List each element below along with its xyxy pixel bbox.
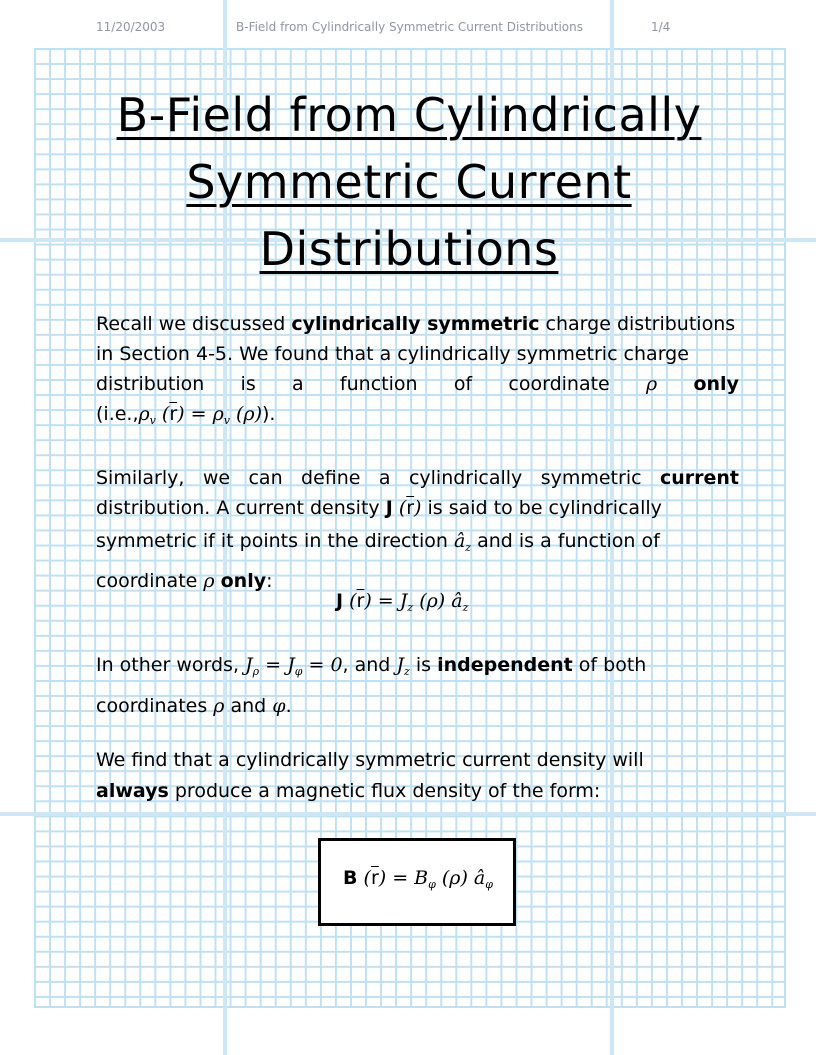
text: is	[409, 654, 438, 676]
math-expression: J $(\overline{r})$	[385, 497, 422, 519]
page-title	[34, 82, 784, 283]
paragraph-other-words	[96, 650, 739, 721]
math-expression: $J_\rho = J_\varphi = 0$	[245, 654, 343, 678]
boxed-equation	[318, 838, 516, 926]
word: a	[378, 467, 391, 489]
title-line: Symmetric Current	[186, 155, 632, 209]
word: a	[292, 373, 304, 395]
word: of	[453, 373, 473, 395]
header-title: B-Field from Cylindrically Symmetric Current Distributions	[236, 20, 583, 34]
bold-text: only	[693, 373, 739, 395]
math-expression: $â_z$	[453, 530, 472, 554]
text-line	[96, 493, 739, 523]
header-page-number: 1/4	[651, 20, 671, 34]
math-symbol: φ	[272, 695, 286, 717]
text: :	[266, 570, 273, 592]
paragraph-current-distribution	[96, 463, 739, 596]
math-expression: $J_z$	[396, 654, 410, 678]
text: of both	[572, 654, 647, 676]
text-line	[96, 399, 739, 436]
math-expression: $\rho_v$ $(\overline{r}) = \rho_v$ (ρ)	[138, 403, 263, 427]
word: cylindrically	[408, 467, 523, 489]
text: Recall we discussed	[96, 313, 292, 335]
math-symbol: ρ	[213, 695, 225, 717]
text-line	[96, 691, 739, 721]
paragraph-magnetic-flux	[96, 745, 739, 806]
title-line: B-Field from Cylindrically	[116, 88, 702, 142]
bold-text: current	[659, 467, 739, 489]
text: charge distributions	[539, 313, 736, 335]
text: , and	[342, 654, 397, 676]
word: Similarly,	[96, 467, 185, 489]
text: coordinates	[96, 695, 214, 717]
grid-major-line	[0, 812, 816, 816]
title-line: Distributions	[259, 222, 559, 276]
text: ).	[262, 403, 276, 425]
bold-text: independent	[437, 654, 573, 676]
text: In other words,	[96, 654, 246, 676]
word: can	[248, 467, 283, 489]
text: and is a function of	[471, 530, 660, 552]
text: .	[285, 695, 292, 717]
text: (i.e.,	[96, 403, 139, 425]
paragraph-charge-distribution	[96, 309, 739, 436]
word: coordinate	[508, 373, 610, 395]
text: and	[224, 695, 273, 717]
word: define	[301, 467, 361, 489]
bold-text: cylindrically symmetric	[291, 313, 540, 335]
math-symbol: ρ	[203, 570, 221, 592]
bold-text: always	[96, 780, 169, 802]
current-density-equation: J $(\overline{r}) = J_z$ (ρ) $â_z$	[336, 590, 469, 614]
word: function	[339, 373, 418, 395]
bold-text: only	[220, 570, 267, 592]
text-line: We find that a cylindrically symmetric current density will	[96, 749, 644, 771]
word: symmetric	[540, 467, 642, 489]
text-line: in Section 4-5. We found that a cylindrically symmetric charge	[96, 343, 689, 365]
text: produce a magnetic flux density of the form:	[168, 780, 601, 802]
word: distribution	[96, 373, 205, 395]
text: coordinate	[96, 570, 204, 592]
text: distribution. A current density	[96, 497, 386, 519]
word: is	[240, 373, 256, 395]
text-line	[96, 369, 739, 399]
header-date: 11/20/2003	[96, 20, 166, 34]
text-line	[96, 526, 739, 563]
text: is said to be cylindrically	[421, 497, 662, 519]
magnetic-flux-equation: B $(\overline{r}) = B_\varphi$ (ρ) $â_\varphi$	[343, 867, 493, 891]
word: we	[202, 467, 231, 489]
text-line	[96, 309, 739, 339]
text-line	[96, 650, 739, 687]
math-symbol: ρ	[646, 373, 658, 395]
text-line	[96, 463, 739, 493]
text: symmetric if it points in the direction	[96, 530, 454, 552]
text-line	[96, 776, 739, 806]
